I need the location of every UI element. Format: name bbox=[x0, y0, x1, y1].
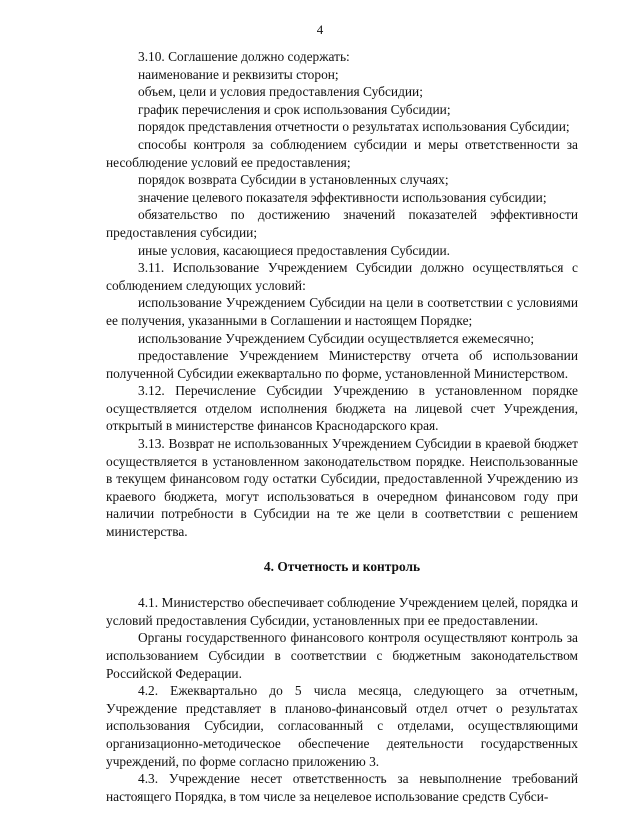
section-heading: 4. Отчетность и контроль bbox=[263, 558, 421, 574]
paragraph-3-10: 3.10. Соглашение должно содержать: bbox=[138, 49, 350, 64]
list-item: иные условия, касающиеся предоставления Субсидии. bbox=[138, 242, 450, 258]
list-item: наименование и реквизиты сторон; bbox=[138, 66, 339, 82]
page-number: 4 bbox=[316, 22, 324, 37]
list-item: порядок представления отчетности о результатах использования Субсидии; bbox=[138, 119, 570, 135]
list-item: использование Учреждением Субсидии на цели в соответствии с условиями ее получения, указанными в Соглашении и настоящем Порядке; bbox=[106, 295, 578, 328]
paragraph-4-1: 4.1. Министерство обеспечивает соблюдение Учреждением целей, порядка и условий предоставления Субсидии, установленных при ее предоставлении. bbox=[106, 595, 578, 628]
paragraph-4-3: 4.3. Учреждение несет ответственность за невыполнение требований настоящего Порядка, в том числе за нецелевое использование средств Субси- bbox=[106, 771, 578, 804]
paragraph-3-11: 3.11. Использование Учреждением Субсидии должно осуществляться с соблюдением следующих условий: bbox=[106, 260, 578, 293]
list-item: предоставление Учреждением Министерству отчета об использовании полученной Субсидии ежеквартально по форме, установленной Министерством. bbox=[106, 348, 578, 381]
list-item: способы контроля за соблюдением субсидии и меры ответственности за несоблюдение условий ее предоставления; bbox=[106, 136, 578, 170]
paragraph-4-2: 4.2. Ежеквартально до 5 числа месяца, следующего за отчетным, Учреждение представляет в планово-финансовый отдел отчет о результатах использования Субсидии, согласованный с отделами, осуществляющими организационно-методическое обеспечение деятельности государственных учреждений, по форме согласно приложению 3. bbox=[106, 683, 578, 769]
list-item: объем, цели и условия предоставления Субсидии; bbox=[138, 84, 423, 100]
paragraph-3-13: 3.13. Возврат не использованных Учреждением Субсидии в краевой бюджет осуществляется в установленном законодательством порядке. Неиспользованные в текущем финансовом году остатки Субсидии, предоставленной Учреждению из краевого бюджета, могут использоваться в очередном финансовом году при наличии потребности в Субсидии на те же цели в соответствии с решением министерства. bbox=[106, 436, 578, 540]
list-item: порядок возврата Субсидии в установленных случаях; bbox=[138, 172, 449, 188]
list-item: график перечисления и срок использования Субсидии; bbox=[138, 101, 451, 117]
list-item: обязательство по достижению значений показателей эффективности предоставления субсидии; bbox=[106, 207, 578, 240]
list-item: значение целевого показателя эффективности использования субсидии; bbox=[138, 189, 547, 205]
paragraph-3-12: 3.12. Перечисление Субсидии Учреждению в установленном порядке осуществляется отделом исполнения бюджета на лицевой счет Учреждения, открытый в министерстве финансов Краснодарского края. bbox=[106, 383, 578, 434]
document-body bbox=[106, 48, 578, 805]
paragraph-control-bodies: Органы государственного финансового контроля осуществляют контроль за использованием Субсидии в соответствии с бюджетным законодательством Российской Федерации. bbox=[106, 630, 578, 681]
list-item: использование Учреждением Субсидии осуществляется ежемесячно; bbox=[138, 330, 535, 346]
